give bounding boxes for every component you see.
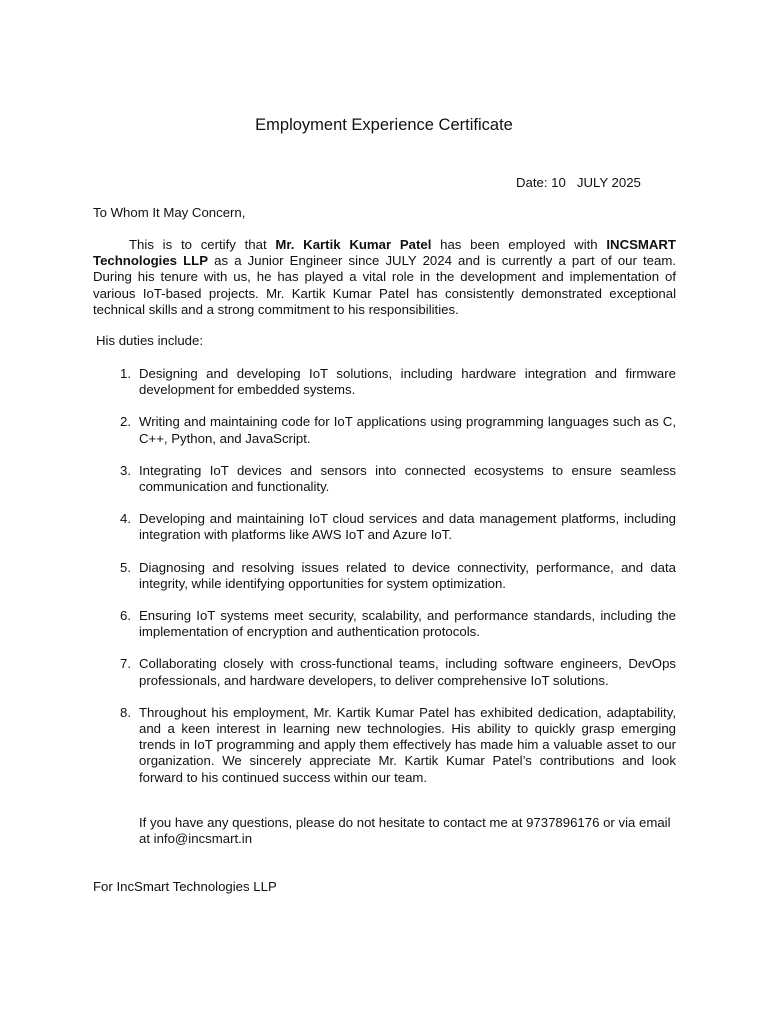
list-item-text: Diagnosing and resolving issues related to device connectivity, performance, and data integrity, while identifying opportunities for system optimization. (139, 559, 676, 591)
list-item (93, 608, 676, 640)
list-item-text: Throughout his employment, Mr. Kartik Kumar Patel has exhibited dedication, adaptability, and a keen interest in learning new technologies. His ability to quickly grasp emerging trends in IoT programming and apply them effectively has made him a valuable asset to our organization. We sincerely appreciate Mr. Kartik Kumar Patel’s contributions and look forward to his continued success within our team. (139, 704, 676, 785)
list-item (93, 463, 676, 495)
list-item-number: 5. (120, 559, 131, 575)
list-item-number: 6. (120, 608, 131, 624)
salutation: To Whom It May Concern, (93, 205, 246, 220)
list-item-number: 8. (120, 704, 131, 720)
employee-name: Mr. Kartik Kumar Patel (275, 237, 432, 252)
list-item-number: 2. (120, 414, 131, 430)
list-item (93, 560, 676, 592)
list-item (93, 366, 676, 398)
list-item-text: Collaborating closely with cross-functional teams, including software engineers, DevOps professionals, and hardware developers, to deliver comprehensive IoT solutions. (139, 656, 676, 688)
list-item-text: Designing and developing IoT solutions, including hardware integration and firmware development for embedded systems. (139, 366, 676, 398)
intro-text-2: has been employed with (431, 237, 607, 252)
list-item (93, 511, 676, 543)
contact-paragraph: If you have any questions, please do not hesitate to contact me at 9737896176 or via email at info@incsmart.in (139, 815, 671, 847)
list-item-number: 1. (120, 366, 131, 381)
list-item-number: 7. (120, 656, 131, 672)
list-item-text: Integrating IoT devices and sensors into connected ecosystems to ensure seamless communication and functionality. (139, 462, 676, 495)
signoff: For IncSmart Technologies LLP (93, 879, 277, 894)
list-item (93, 705, 676, 786)
list-item (93, 414, 676, 446)
duties-label: His duties include: (96, 333, 204, 348)
document-date: Date: 10 JULY 2025 (516, 175, 641, 190)
list-item-text: Developing and maintaining IoT cloud services and data management platforms, including integration with platforms like AWS IoT and Azure IoT. (139, 511, 676, 543)
list-item-number: 3. (120, 462, 131, 478)
company-name: INCSMART Technologies LLP (93, 237, 676, 269)
list-item-text: Writing and maintaining code for IoT applications using programming languages such as C, C++, Python, and JavaScript. (139, 414, 676, 446)
intro-text-1: This is to certify that (129, 237, 276, 252)
intro-text-3: as a Junior Engineer since JULY 2024 and is currently a part of our team. During his tenure with us, he has played a vital role in the development and implementation of various IoT-based projects. Mr. Kartik Kumar Patel has consistently demonstrated exceptional technical skills and a strong commitment to his responsibilities. (93, 253, 676, 317)
document-title: Employment Experience Certificate (255, 116, 513, 134)
duties-list (93, 366, 676, 802)
list-item (93, 656, 676, 688)
list-item-text: Ensuring IoT systems meet security, scalability, and performance standards, including the implementation of encryption and authentication protocols. (139, 608, 676, 640)
intro-paragraph (93, 237, 676, 318)
list-item-number: 4. (120, 511, 131, 527)
